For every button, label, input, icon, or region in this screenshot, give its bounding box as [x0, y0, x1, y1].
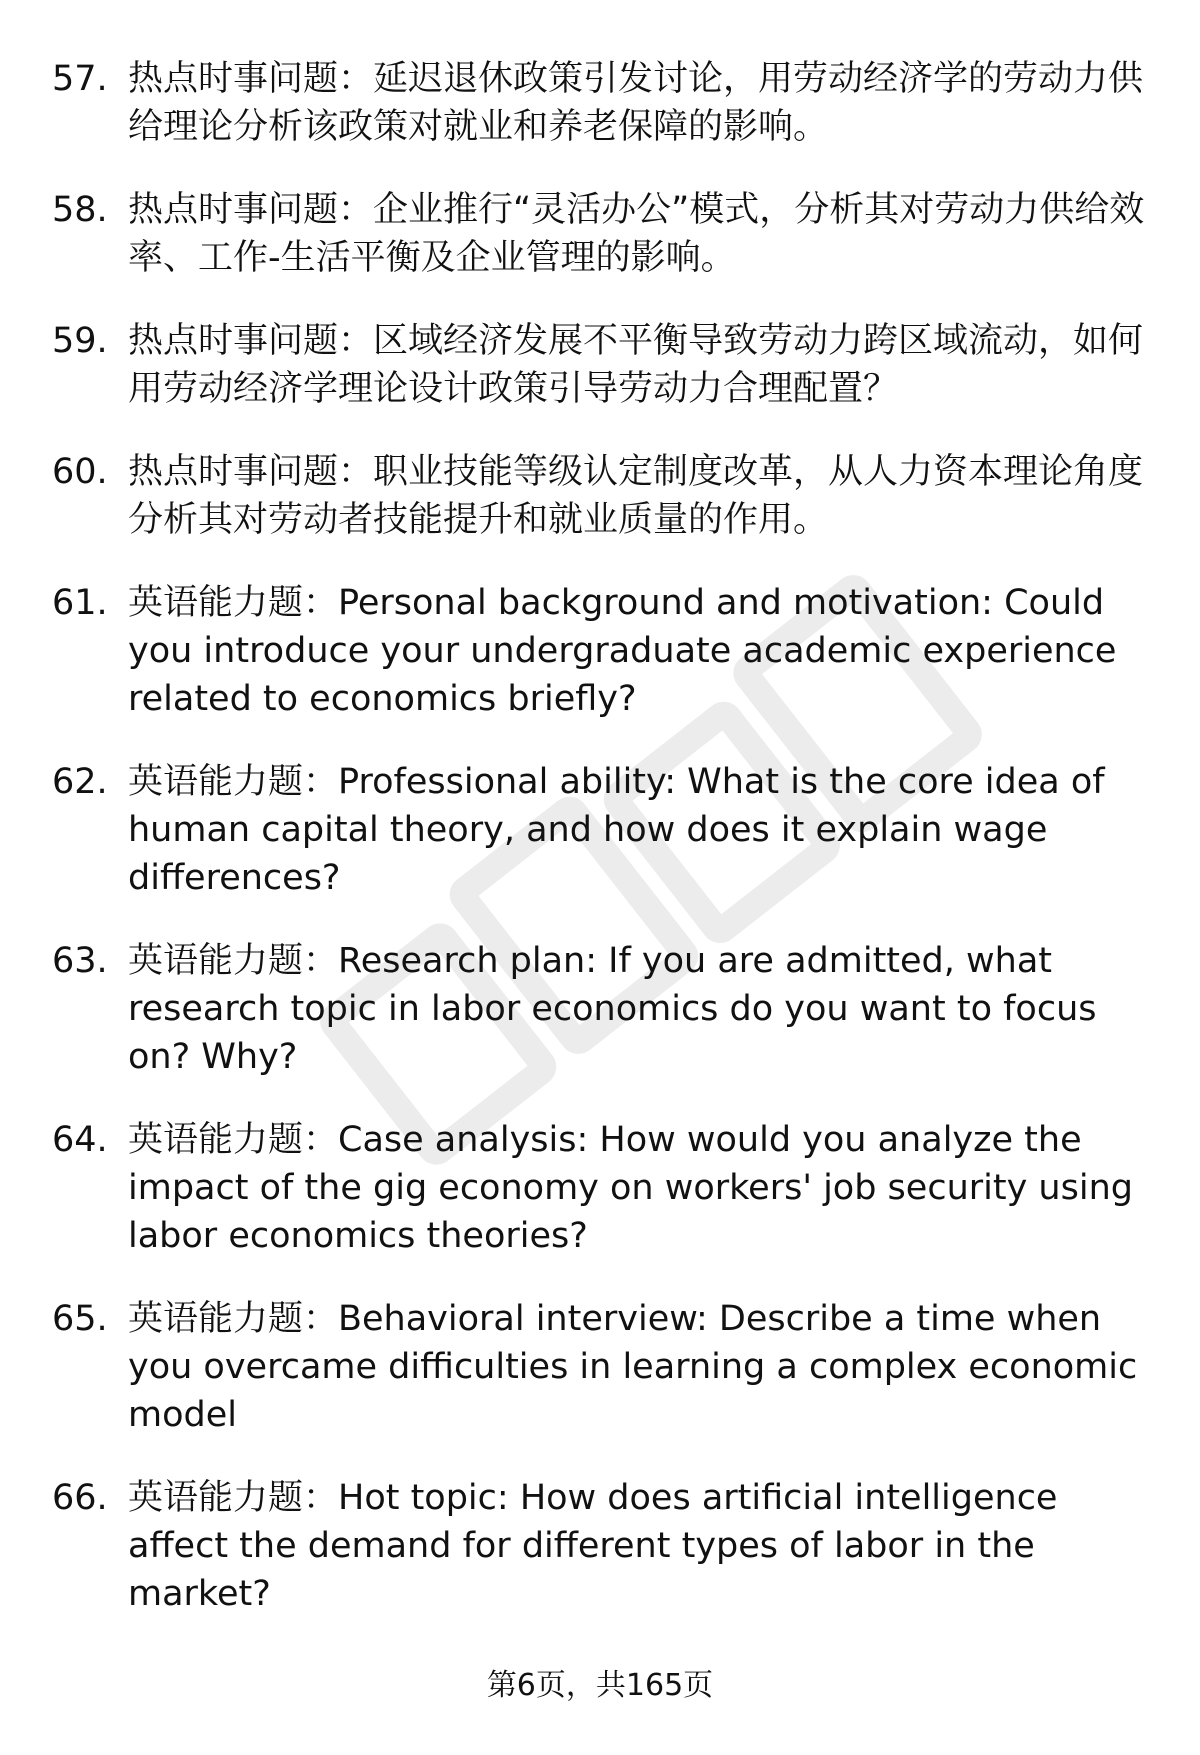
question-item [52, 1474, 1162, 1618]
page-footer: 第6页，共165页 [486, 1668, 714, 1703]
question-text: 英语能力题：Behavioral interview: Describe a time when you overcame difficulties in learning a complex economic model [128, 1299, 1138, 1435]
question-item [52, 317, 1162, 413]
question-number: 65. [52, 1299, 108, 1339]
question-number: 66. [52, 1478, 108, 1518]
question-number: 64. [52, 1120, 108, 1160]
question-number: 58. [52, 190, 108, 230]
question-number: 60. [52, 452, 108, 492]
question-text: 热点时事问题：延迟退休政策引发讨论，用劳动经济学的劳动力供给理论分析该政策对就业和养老保障的影响。 [128, 59, 1144, 147]
question-number: 61. [52, 583, 108, 623]
question-text: 热点时事问题：区域经济发展不平衡导致劳动力跨区域流动，如何用劳动经济学理论设计政策引导劳动力合理配置？ [128, 321, 1144, 409]
question-item [52, 186, 1162, 282]
question-item [52, 1116, 1162, 1260]
question-text: 英语能力题：Hot topic: How does artificial intelligence affect the demand for different types of labor in the market? [128, 1478, 1058, 1614]
question-item [52, 55, 1162, 151]
question-text: 英语能力题：Personal background and motivation: Could you introduce your undergraduate academic experience related to economics briefly? [128, 583, 1117, 719]
question-number: 63. [52, 941, 108, 981]
question-text: 热点时事问题：企业推行“灵活办公”模式，分析其对劳动力供给效率、工作-生活平衡及企业管理的影响。 [128, 190, 1145, 278]
question-item [52, 758, 1162, 902]
question-text: 英语能力题：Case analysis: How would you analyze the impact of the gig economy on workers' job security using labor economics theories? [128, 1120, 1133, 1256]
question-number: 57. [52, 59, 108, 99]
question-number: 59. [52, 321, 108, 361]
question-number: 62. [52, 762, 108, 802]
question-list [52, 55, 1162, 1653]
question-item [52, 1295, 1162, 1439]
question-text: 热点时事问题：职业技能等级认定制度改革，从人力资本理论角度分析其对劳动者技能提升和就业质量的作用。 [128, 452, 1144, 540]
question-text: 英语能力题：Professional ability: What is the core idea of human capital theory, and how does it explain wage differences? [128, 762, 1105, 898]
question-item [52, 448, 1162, 544]
question-item [52, 937, 1162, 1081]
question-text: 英语能力题：Research plan: If you are admitted, what research topic in labor economics do you want to focus on? Why? [128, 941, 1097, 1077]
question-item [52, 579, 1162, 723]
